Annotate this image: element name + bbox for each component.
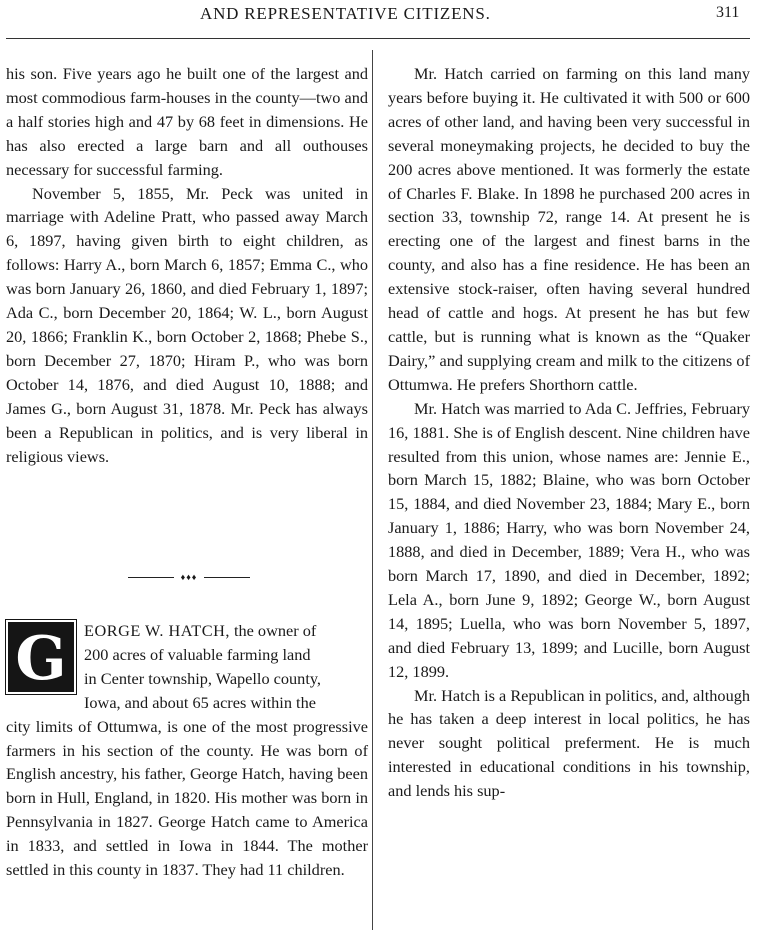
bio-line: Iowa, and about 65 acres within the	[84, 692, 316, 712]
bio-first-line	[6, 619, 368, 643]
separator-line	[204, 577, 250, 578]
right-column-text	[388, 62, 750, 803]
drop-cap: G	[8, 622, 74, 692]
hatch-biography	[6, 619, 368, 882]
column-divider	[372, 50, 373, 930]
bio-name: EORGE W. HATCH,	[84, 621, 230, 640]
paragraph: November 5, 1855, Mr. Peck was united in marriage with Adeline Pratt, who passed away March 6, 1897, having given birth to eight children, as follows: Harry A., born March 6, 1857; Emma C., who was born January 26, 1860, and died February 1, 1897; Ada C., born December 20, 1864; W. L., born August 20, 1866; Franklin K., born October 2, 1868; Phebe S., born December 27, 1870; Hiram P., who was born October 14, 1876, and died August 10, 1888; and James G., born August 31, 1878. Mr. Peck has always been a Republican in politics, and is very liberal in religious views.	[6, 183, 368, 466]
bio-line: the owner of	[229, 621, 317, 640]
paragraph: Mr. Hatch carried on farming on this land many years before buying it. He cultivated it with 500 or 600 acres of other land, and having been very successful in several moneymaking projects, he decided to buy the 200 acres above mentioned. It was formerly the estate of Charles F. Blake. In 1898 he purchased 200 acres in section 33, township 72, range 14. At present he is erecting one of the largest and finest barns in the county, and also has a fine residence. He has been an extensive stock-raiser, often having several hundred head of cattle and hogs. At present he has but few cattle, but is running what is known as the “Quaker Dairy,” and supplying cream and milk to the citizens of Ottumwa. He prefers Shorthorn cattle.	[388, 64, 750, 394]
bio-paragraph: city limits of Ottumwa, is one of the most progressive farmers in his section of the county. He was born of English ancestry, his father, George Hatch, having been born in Hull, England, in 1820. His mother was born in Pennsylvania in 1827. George Hatch came to America in 1833, and settled in Iowa in 1844. The mother settled in this county in 1837. They had 11 children.	[6, 716, 368, 880]
separator-line	[128, 577, 174, 578]
running-header	[0, 2, 758, 26]
header-rule	[6, 38, 750, 39]
paragraph: Mr. Hatch is a Republican in politics, and, although he has taken a deep interest in local politics, he has never sought political preferment. He is much interested in educational conditions in his township, and lends his sup-	[388, 685, 750, 801]
running-title: AND REPRESENTATIVE CITIZENS.	[200, 4, 491, 23]
bio-line: in Center township, Wapello county,	[84, 668, 321, 688]
page-number: 311	[716, 4, 740, 21]
left-column-text	[6, 62, 368, 468]
paragraph: Mr. Hatch was married to Ada C. Jeffries, February 16, 1881. She is of English descent. Nine children have resulted from this union, whose names are: Jennie E., born March 15, 1882; Blaine, who was born October 15, 1884, and died November 23, 1884; Mary E., born January 1, 1886; Harry, who was born November 24, 1888, and died in December, 1889; Vera H., who was born March 17, 1890, and died in December, 1892; Lela A., born June 9, 1892; George W., born August 14, 1895; Luella, who was born November 5, 1897, and died February 13, 1899; and Lucille, born August 12, 1899.	[388, 398, 750, 681]
paragraph: his son. Five years ago he built one of the largest and most commodious farm-houses in the county—two and a half stories high and 47 by 68 feet in dimensions. He has also erected a large barn and all outhouses necessary for successful farming.	[6, 64, 368, 179]
separator-ornament: ♦♦♦	[180, 572, 198, 582]
bio-line: 200 acres of valuable farming land	[84, 644, 311, 664]
section-separator	[128, 570, 250, 584]
